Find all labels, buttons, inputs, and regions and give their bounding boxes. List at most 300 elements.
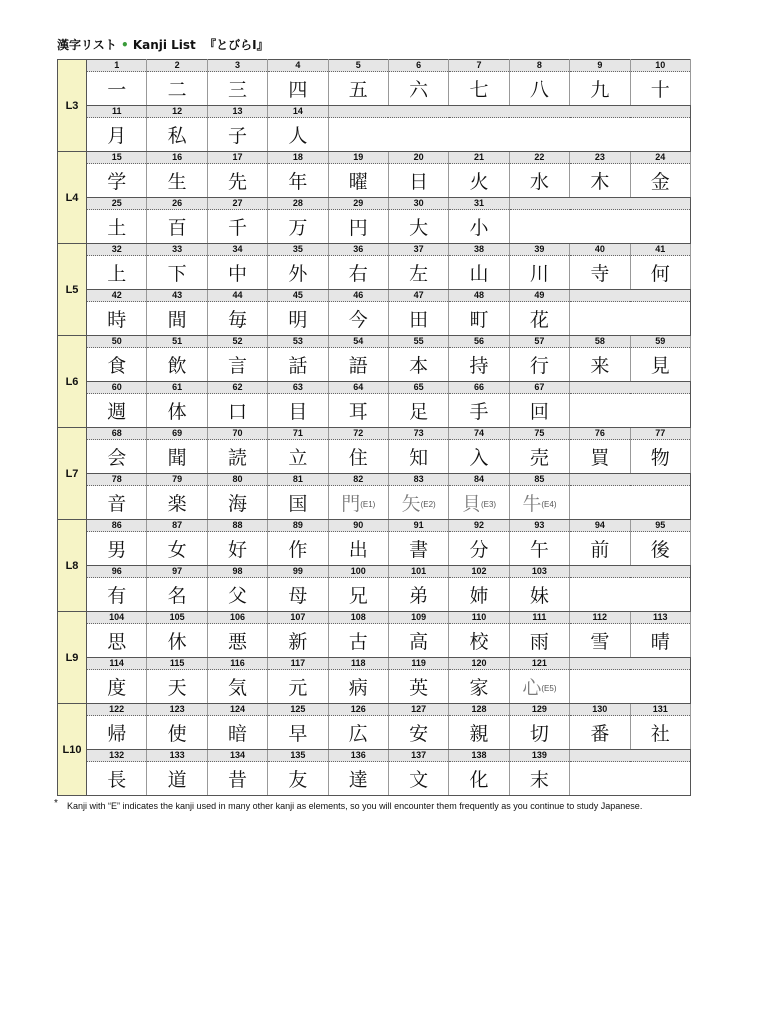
- kanji-cell: [147, 578, 207, 612]
- kanji-character: 帰: [107, 723, 127, 745]
- kanji-cell: [147, 394, 207, 428]
- empty-number-cell: [570, 290, 691, 302]
- kanji-character: 生: [167, 171, 187, 193]
- kanji-number: 120: [449, 658, 509, 670]
- number-row: [58, 244, 691, 256]
- kanji-number: 95: [630, 520, 690, 532]
- kanji-character: 牛: [522, 493, 542, 515]
- kanji-number: 107: [268, 612, 328, 624]
- kanji-cell: [449, 486, 509, 520]
- kanji-cell: [388, 762, 448, 796]
- kanji-number: 83: [388, 474, 448, 486]
- kanji-number: 38: [449, 244, 509, 256]
- kanji-number: 76: [570, 428, 630, 440]
- kanji-character: 寺: [590, 263, 610, 285]
- kanji-number: 52: [207, 336, 267, 348]
- kanji-number: 61: [147, 382, 207, 394]
- kanji-cell: [147, 440, 207, 474]
- kanji-cell: [388, 578, 448, 612]
- level-label: L9: [58, 612, 87, 704]
- kanji-number: 121: [509, 658, 569, 670]
- kanji-character: 休: [167, 631, 187, 653]
- kanji-character: 英: [409, 677, 429, 699]
- kanji-cell: [388, 302, 448, 336]
- kanji-character: 毎: [227, 309, 247, 331]
- kanji-character: 社: [650, 723, 670, 745]
- kanji-character: 木: [590, 171, 610, 193]
- level-label: L10: [58, 704, 87, 796]
- kanji-cell: [388, 624, 448, 658]
- kanji-character: 度: [107, 677, 127, 699]
- kanji-character: 校: [469, 631, 489, 653]
- kanji-cell: [207, 578, 267, 612]
- kanji-number: 34: [207, 244, 267, 256]
- kanji-number: 94: [570, 520, 630, 532]
- kanji-number: 8: [509, 60, 569, 72]
- level-label: L3: [58, 60, 87, 152]
- kanji-cell: [328, 72, 388, 106]
- kanji-number: 73: [388, 428, 448, 440]
- title-japanese: 漢字リスト: [57, 38, 117, 52]
- kanji-cell: [328, 670, 388, 704]
- kanji-cell: [509, 348, 569, 382]
- kanji-character: 物: [650, 447, 670, 469]
- kanji-number: 31: [449, 198, 509, 210]
- kanji-cell: [268, 210, 328, 244]
- kanji-cell: [147, 624, 207, 658]
- kanji-number: 109: [388, 612, 448, 624]
- kanji-character: 高: [409, 631, 429, 653]
- kanji-character: 本: [409, 355, 429, 377]
- kanji-character: 中: [227, 263, 247, 285]
- kanji-cell: [630, 440, 690, 474]
- kanji-cell: [87, 72, 147, 106]
- kanji-character: 下: [167, 263, 187, 285]
- kanji-cell: [207, 394, 267, 428]
- kanji-cell: [449, 210, 509, 244]
- kanji-cell: [570, 624, 630, 658]
- kanji-number: 7: [449, 60, 509, 72]
- kanji-character: 弟: [409, 585, 429, 607]
- kanji-number: 130: [570, 704, 630, 716]
- element-tag: (E4): [541, 500, 557, 509]
- kanji-character: 晴: [650, 631, 670, 653]
- kanji-number: 87: [147, 520, 207, 532]
- kanji-number: 59: [630, 336, 690, 348]
- kanji-number: 113: [630, 612, 690, 624]
- kanji-character: 昔: [227, 769, 247, 791]
- kanji-character: 有: [107, 585, 127, 607]
- number-row: [58, 750, 691, 762]
- kanji-number: 24: [630, 152, 690, 164]
- footnote: [54, 798, 697, 813]
- kanji-cell: [449, 578, 509, 612]
- kanji-cell: [630, 164, 690, 198]
- empty-kanji-cell: [570, 302, 691, 336]
- kanji-number: 122: [87, 704, 147, 716]
- kanji-number: 103: [509, 566, 569, 578]
- kanji-number: 135: [268, 750, 328, 762]
- kanji-cell: [328, 624, 388, 658]
- kanji-cell: [388, 394, 448, 428]
- kanji-character: 三: [227, 79, 247, 101]
- kanji-number: 139: [509, 750, 569, 762]
- kanji-number: 74: [449, 428, 509, 440]
- kanji-cell: [87, 486, 147, 520]
- kanji-character: 右: [348, 263, 368, 285]
- kanji-number: 51: [147, 336, 207, 348]
- kanji-character: 間: [167, 309, 187, 331]
- kanji-number: 81: [268, 474, 328, 486]
- kanji-character: 母: [288, 585, 308, 607]
- empty-kanji-cell: [570, 762, 691, 796]
- kanji-character: 天: [167, 677, 187, 699]
- kanji-character: 年: [288, 171, 308, 193]
- kanji-cell: [449, 532, 509, 566]
- kanji-character: 早: [288, 723, 308, 745]
- kanji-cell: [147, 348, 207, 382]
- kanji-number: 36: [328, 244, 388, 256]
- empty-number-cell: [509, 198, 690, 210]
- kanji-cell: [328, 762, 388, 796]
- kanji-number: 102: [449, 566, 509, 578]
- kanji-number: 115: [147, 658, 207, 670]
- kanji-number: 5: [328, 60, 388, 72]
- level-label: L5: [58, 244, 87, 336]
- kanji-number: 92: [449, 520, 509, 532]
- level-label: L7: [58, 428, 87, 520]
- kanji-number: 96: [87, 566, 147, 578]
- kanji-list-table: [57, 59, 691, 796]
- kanji-number: 29: [328, 198, 388, 210]
- kanji-character: 水: [529, 171, 549, 193]
- kanji-number: 47: [388, 290, 448, 302]
- kanji-character: 千: [227, 217, 247, 239]
- kanji-number: 30: [388, 198, 448, 210]
- kanji-character: 文: [409, 769, 429, 791]
- kanji-cell: [268, 348, 328, 382]
- kanji-character: 達: [348, 769, 368, 791]
- kanji-cell: [207, 440, 267, 474]
- kanji-cell: [207, 670, 267, 704]
- kanji-cell: [630, 256, 690, 290]
- kanji-cell: [509, 164, 569, 198]
- kanji-number: 99: [268, 566, 328, 578]
- kanji-cell: [147, 302, 207, 336]
- kanji-character: 口: [227, 401, 247, 423]
- kanji-cell: [509, 578, 569, 612]
- kanji-cell: [207, 716, 267, 750]
- kanji-character: 金: [650, 171, 670, 193]
- number-row: [58, 658, 691, 670]
- kanji-character: 男: [107, 539, 127, 561]
- kanji-number: 138: [449, 750, 509, 762]
- kanji-number: 66: [449, 382, 509, 394]
- kanji-cell: [87, 164, 147, 198]
- element-tag: (E2): [420, 500, 436, 509]
- kanji-cell: [388, 440, 448, 474]
- kanji-cell: [509, 670, 569, 704]
- kanji-character: 買: [590, 447, 610, 469]
- kanji-number: 137: [388, 750, 448, 762]
- kanji-cell: [87, 302, 147, 336]
- kanji-cell: [87, 762, 147, 796]
- kanji-number: 1: [87, 60, 147, 72]
- kanji-number: 129: [509, 704, 569, 716]
- kanji-number: 71: [268, 428, 328, 440]
- kanji-cell: [509, 72, 569, 106]
- kanji-cell: [630, 716, 690, 750]
- kanji-cell: [449, 164, 509, 198]
- kanji-number: 39: [509, 244, 569, 256]
- kanji-character: 九: [590, 79, 610, 101]
- kanji-character: 体: [167, 401, 187, 423]
- kanji-character: 作: [288, 539, 308, 561]
- kanji-character: 一: [107, 79, 127, 101]
- kanji-cell: [328, 440, 388, 474]
- kanji-number: 37: [388, 244, 448, 256]
- kanji-number: 25: [87, 198, 147, 210]
- kanji-cell: [147, 486, 207, 520]
- kanji-cell: [449, 440, 509, 474]
- empty-kanji-cell: [570, 578, 691, 612]
- kanji-cell: [147, 716, 207, 750]
- kanji-number: 131: [630, 704, 690, 716]
- kanji-character: 来: [590, 355, 610, 377]
- kanji-number: 136: [328, 750, 388, 762]
- kanji-row: [58, 164, 691, 198]
- kanji-number: 124: [207, 704, 267, 716]
- kanji-cell: [388, 716, 448, 750]
- kanji-character: 出: [348, 539, 368, 561]
- kanji-cell: [207, 118, 267, 152]
- kanji-character: 音: [107, 493, 127, 515]
- kanji-number: 23: [570, 152, 630, 164]
- kanji-character: 二: [167, 79, 187, 101]
- kanji-character: 広: [348, 723, 368, 745]
- kanji-cell: [268, 762, 328, 796]
- kanji-character: 雨: [529, 631, 549, 653]
- kanji-cell: [207, 762, 267, 796]
- kanji-character: 小: [469, 217, 489, 239]
- kanji-character: 姉: [469, 585, 489, 607]
- kanji-number: 125: [268, 704, 328, 716]
- kanji-number: 79: [147, 474, 207, 486]
- kanji-cell: [87, 532, 147, 566]
- kanji-number: 2: [147, 60, 207, 72]
- kanji-cell: [328, 164, 388, 198]
- kanji-character: 道: [167, 769, 187, 791]
- title-book: 『とびらⅠ』: [204, 38, 269, 52]
- kanji-character: 雪: [590, 631, 610, 653]
- kanji-cell: [147, 532, 207, 566]
- kanji-character: 七: [469, 79, 489, 101]
- kanji-cell: [268, 72, 328, 106]
- kanji-row: [58, 72, 691, 106]
- page-title: [57, 36, 269, 53]
- number-row: [58, 198, 691, 210]
- kanji-character: 女: [167, 539, 187, 561]
- kanji-character: 住: [348, 447, 368, 469]
- number-row: [58, 106, 691, 118]
- kanji-row: [58, 532, 691, 566]
- kanji-character: 暗: [227, 723, 247, 745]
- kanji-character: 百: [167, 217, 187, 239]
- kanji-number: 100: [328, 566, 388, 578]
- kanji-character: 話: [288, 355, 308, 377]
- empty-kanji-cell: [509, 210, 690, 244]
- kanji-number: 134: [207, 750, 267, 762]
- kanji-cell: [147, 118, 207, 152]
- kanji-character: 妹: [529, 585, 549, 607]
- kanji-number: 80: [207, 474, 267, 486]
- kanji-number: 127: [388, 704, 448, 716]
- kanji-cell: [388, 486, 448, 520]
- kanji-cell: [509, 486, 569, 520]
- kanji-number: 111: [509, 612, 569, 624]
- kanji-number: 75: [509, 428, 569, 440]
- number-row: [58, 152, 691, 164]
- kanji-number: 28: [268, 198, 328, 210]
- empty-number-cell: [570, 750, 691, 762]
- kanji-cell: [147, 256, 207, 290]
- kanji-character: 親: [469, 723, 489, 745]
- kanji-cell: [449, 302, 509, 336]
- kanji-character: 左: [409, 263, 429, 285]
- kanji-character: 何: [650, 263, 670, 285]
- kanji-number: 128: [449, 704, 509, 716]
- kanji-number: 42: [87, 290, 147, 302]
- kanji-character: 学: [107, 171, 127, 193]
- kanji-number: 91: [388, 520, 448, 532]
- empty-kanji-cell: [570, 670, 691, 704]
- kanji-cell: [87, 578, 147, 612]
- kanji-character: 時: [107, 309, 127, 331]
- empty-number-cell: [570, 658, 691, 670]
- kanji-number: 63: [268, 382, 328, 394]
- level-label: L4: [58, 152, 87, 244]
- kanji-row: [58, 578, 691, 612]
- kanji-number: 46: [328, 290, 388, 302]
- kanji-character: 切: [529, 723, 549, 745]
- kanji-cell: [87, 394, 147, 428]
- kanji-number: 98: [207, 566, 267, 578]
- kanji-character: 思: [107, 631, 127, 653]
- kanji-character: 先: [227, 171, 247, 193]
- kanji-number: 101: [388, 566, 448, 578]
- kanji-number: 64: [328, 382, 388, 394]
- kanji-number: 45: [268, 290, 328, 302]
- kanji-number: 65: [388, 382, 448, 394]
- kanji-character: 化: [469, 769, 489, 791]
- element-tag: (E3): [480, 500, 497, 509]
- kanji-character: 番: [590, 723, 610, 745]
- number-row: [58, 612, 691, 624]
- kanji-number: 70: [207, 428, 267, 440]
- kanji-cell: [87, 256, 147, 290]
- kanji-number: 84: [449, 474, 509, 486]
- kanji-character: 日: [409, 171, 429, 193]
- kanji-cell: [207, 256, 267, 290]
- kanji-number: 112: [570, 612, 630, 624]
- kanji-cell: [509, 532, 569, 566]
- kanji-number: 6: [388, 60, 448, 72]
- kanji-character: 外: [288, 263, 308, 285]
- kanji-character: 四: [288, 79, 308, 101]
- number-row: [58, 382, 691, 394]
- kanji-cell: [268, 716, 328, 750]
- kanji-number: 90: [328, 520, 388, 532]
- kanji-character: 使: [167, 723, 187, 745]
- kanji-number: 44: [207, 290, 267, 302]
- footnote-text: Kanji with “E” indicates the kanji used in many other kanji as elements, so you will encounter them frequently as you continue to study Japanese.: [67, 801, 643, 811]
- kanji-cell: [268, 624, 328, 658]
- kanji-character: 入: [469, 447, 489, 469]
- kanji-character: 山: [469, 263, 489, 285]
- kanji-cell: [388, 256, 448, 290]
- kanji-cell: [207, 210, 267, 244]
- kanji-number: 3: [207, 60, 267, 72]
- kanji-cell: [207, 532, 267, 566]
- kanji-character: 持: [469, 355, 489, 377]
- kanji-number: 97: [147, 566, 207, 578]
- kanji-character: 心: [522, 677, 542, 699]
- kanji-number: 17: [207, 152, 267, 164]
- kanji-cell: [570, 440, 630, 474]
- kanji-cell: [328, 210, 388, 244]
- number-row: [58, 336, 691, 348]
- kanji-row: [58, 210, 691, 244]
- empty-kanji-cell: [570, 486, 691, 520]
- kanji-cell: [509, 302, 569, 336]
- kanji-character: 末: [529, 769, 549, 791]
- kanji-character: 売: [529, 447, 549, 469]
- empty-kanji-cell: [570, 394, 691, 428]
- kanji-number: 105: [147, 612, 207, 624]
- kanji-cell: [570, 256, 630, 290]
- kanji-character: 気: [227, 677, 247, 699]
- kanji-number: 33: [147, 244, 207, 256]
- number-row: [58, 704, 691, 716]
- kanji-number: 12: [147, 106, 207, 118]
- kanji-cell: [449, 762, 509, 796]
- kanji-number: 21: [449, 152, 509, 164]
- kanji-number: 40: [570, 244, 630, 256]
- kanji-cell: [570, 532, 630, 566]
- kanji-cell: [328, 348, 388, 382]
- kanji-number: 77: [630, 428, 690, 440]
- kanji-number: 117: [268, 658, 328, 670]
- element-tag: (E5): [541, 684, 557, 693]
- kanji-character: 門: [341, 493, 361, 515]
- kanji-cell: [509, 716, 569, 750]
- kanji-number: 68: [87, 428, 147, 440]
- kanji-character: 元: [288, 677, 308, 699]
- kanji-character: 手: [469, 401, 489, 423]
- kanji-character: 足: [409, 401, 429, 423]
- element-tag: (E1): [360, 500, 376, 509]
- kanji-number: 27: [207, 198, 267, 210]
- kanji-number: 49: [509, 290, 569, 302]
- kanji-cell: [87, 670, 147, 704]
- kanji-row: [58, 762, 691, 796]
- kanji-number: 13: [207, 106, 267, 118]
- kanji-character: 食: [107, 355, 127, 377]
- kanji-cell: [207, 302, 267, 336]
- kanji-character: 名: [167, 585, 187, 607]
- kanji-number: 9: [570, 60, 630, 72]
- kanji-row: [58, 394, 691, 428]
